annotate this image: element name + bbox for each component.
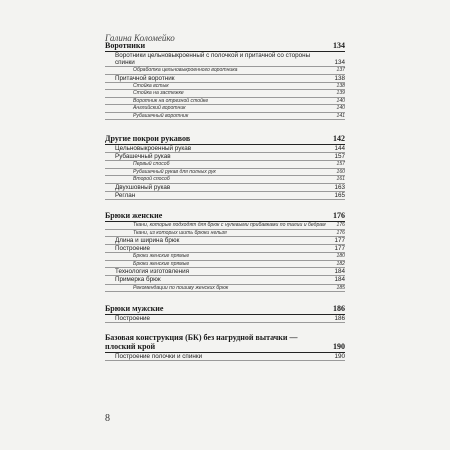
toc-entry[interactable]	[105, 353, 345, 361]
entry-title: Рубашечный рукав	[115, 153, 171, 161]
section-title: Брюки женские	[105, 211, 163, 221]
entry-page: 139	[336, 90, 345, 97]
toc-section	[105, 303, 345, 323]
toc-entry[interactable]	[105, 52, 345, 67]
toc-entry[interactable]	[105, 192, 345, 200]
toc-entry[interactable]	[105, 184, 345, 192]
page-number: 8	[105, 413, 110, 424]
section-page: 186	[333, 304, 345, 314]
toc-subentry[interactable]	[105, 222, 345, 230]
toc-section	[105, 210, 345, 292]
entry-page: 176	[336, 229, 345, 236]
entry-title: Обработка цельновыкроенного воротника	[133, 67, 238, 74]
toc-section	[105, 40, 345, 120]
entry-page: 185	[336, 284, 345, 291]
entry-title: Ткани, которые подходят для брюк с нулевыми прибавками по талии и бедрам	[133, 222, 326, 229]
entry-page: 176	[336, 222, 345, 229]
entry-title: Длина и ширина брюк	[115, 237, 180, 245]
section-title: Брюки мужские	[105, 304, 164, 314]
entry-title: Примерка брюк	[115, 276, 161, 284]
section-title: Воротники	[105, 41, 146, 50]
entry-page: 160	[336, 168, 345, 175]
entry-title: Построение полочки и спинки	[115, 353, 203, 361]
section-heading[interactable]	[105, 210, 345, 222]
entry-title: Рекомендации по пошиву женских брюк	[133, 284, 229, 291]
toc-entry[interactable]	[105, 75, 345, 83]
entry-title: Английский воротник	[133, 105, 186, 112]
toc-subentry[interactable]	[105, 67, 345, 75]
toc-subentry[interactable]	[105, 176, 345, 184]
entry-page: 184	[334, 268, 345, 276]
toc-subentry[interactable]	[105, 90, 345, 98]
entry-title: Первый способ	[133, 161, 170, 168]
section-heading[interactable]	[105, 133, 345, 145]
toc-entry[interactable]	[105, 315, 345, 323]
entry-page: 186	[334, 315, 345, 323]
entry-title: Брюки женские прямые	[133, 260, 190, 267]
entry-title: Воротники цельновыкроенный с полочкой и притачной со стороны спинки	[115, 52, 311, 67]
toc-subentry[interactable]	[105, 113, 345, 121]
entry-page: 157	[336, 161, 345, 168]
entry-page: 141	[336, 112, 345, 119]
entry-title: Рубашечный воротник	[133, 112, 189, 119]
toc-section	[105, 332, 345, 361]
section-page: 142	[333, 134, 345, 144]
entry-title: Двухшовный рукав	[115, 183, 171, 191]
entry-title: Брюки женские прямые	[133, 253, 190, 260]
entry-page: 184	[334, 276, 345, 284]
section-heading[interactable]	[105, 40, 345, 52]
entry-title: Построение	[115, 245, 151, 253]
entry-page: 140	[336, 105, 345, 112]
toc-entry[interactable]	[105, 245, 345, 253]
entry-page: 190	[334, 353, 345, 361]
entry-title: Стойка на застежке	[133, 90, 184, 97]
running-head: Галина Коломейко	[105, 33, 175, 43]
entry-title: Технология изготовления	[115, 268, 190, 276]
entry-title: Воротник на отрезной стойке	[133, 97, 209, 104]
entry-page: 157	[334, 153, 345, 161]
toc-subentry[interactable]	[105, 285, 345, 293]
entry-page: 138	[334, 74, 345, 82]
section-title: Другие покрои рукавов	[105, 134, 191, 144]
entry-page: 138	[336, 82, 345, 89]
entry-page: 137	[336, 67, 345, 74]
entry-title: Ткани, из которых шить брюки нельзя	[133, 229, 227, 236]
entry-title: Второй способ	[133, 176, 170, 183]
section-page: 190	[333, 342, 345, 352]
entry-title: Реглан	[115, 192, 136, 200]
section-page: 176	[333, 211, 345, 221]
toc-entry[interactable]	[105, 276, 345, 284]
toc-subentry[interactable]	[105, 261, 345, 269]
toc-subentry[interactable]	[105, 253, 345, 261]
entry-page: 134	[334, 59, 345, 67]
toc-entry[interactable]	[105, 237, 345, 245]
section-heading[interactable]	[105, 332, 345, 353]
entry-page: 163	[334, 183, 345, 191]
entry-page: 177	[334, 245, 345, 253]
entry-page: 144	[334, 145, 345, 153]
entry-title: Притачной воротник	[115, 74, 175, 82]
entry-page: 180	[336, 253, 345, 260]
toc-subentry[interactable]	[105, 161, 345, 169]
entry-title: Стойка встык	[133, 82, 169, 89]
section-title: Базовая конструкция (БК) без нагрудной вытачки — плоский крой	[105, 333, 298, 352]
entry-title: Цельновыкроенный рукав	[115, 145, 192, 153]
entry-page: 182	[336, 260, 345, 267]
table-of-contents	[105, 40, 345, 367]
entry-title: Построение	[115, 315, 151, 323]
toc-subentry[interactable]	[105, 105, 345, 113]
entry-page: 161	[336, 176, 345, 183]
entry-title: Рубашечный рукав для полных рук	[133, 168, 216, 175]
entry-page: 140	[336, 97, 345, 104]
section-page: 134	[333, 41, 345, 50]
section-heading[interactable]	[105, 303, 345, 315]
toc-section	[105, 133, 345, 200]
entry-page: 177	[334, 237, 345, 245]
entry-page: 165	[334, 192, 345, 200]
